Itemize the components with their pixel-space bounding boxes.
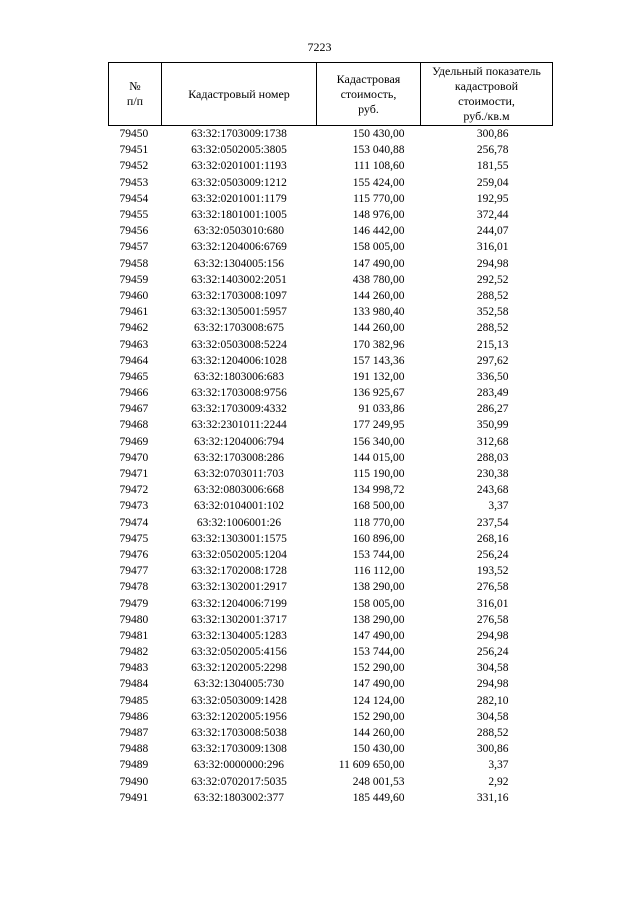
table-row [109,790,553,806]
table-row [109,563,553,579]
specific-index: 350,99 [476,419,509,432]
specific-index: 276,58 [476,613,509,626]
cadastral-number: 63:32:0201001:1193 [191,160,287,173]
cadastral-value: 115 770,00 [353,192,405,205]
specific-index: 300,86 [421,126,553,143]
row-number: 79467 [119,403,149,416]
cadastral-number: 63:32:1204006:7199 [191,597,287,610]
specific-index: 292,52 [476,273,509,286]
header-cadastral-number [162,63,317,126]
cadastral-number: 63:32:1202005:2298 [191,662,287,675]
row-number: 79477 [119,565,149,578]
table-row [109,741,553,757]
header-index-line: стоимости, [458,94,515,108]
row-number: 79480 [119,613,149,626]
specific-index: 256,24 [476,548,509,561]
header-index-line: кадастровой [454,79,519,93]
row-number: 79456 [119,225,149,238]
cadastral-number: 63:32:0503009:1428 [191,694,287,707]
row-number: 79459 [119,273,149,286]
cadastral-number: 63:32:1403002:2051 [191,273,287,286]
specific-index: 331,16 [476,791,509,804]
table-row [109,385,553,401]
header-row [109,63,553,126]
specific-index: 230,38 [476,468,509,481]
specific-index: 243,68 [476,484,509,497]
row-number: 79478 [119,581,149,594]
cadastral-number: 63:32:0502005:3805 [191,144,287,157]
cadastral-value: 150 430,00 [317,126,421,143]
table-row [109,320,553,336]
cadastral-number: 63:32:0502005:4156 [191,646,287,659]
header-num-line: № [129,79,141,93]
table-row [109,369,553,385]
cadastral-value: 133 980,40 [352,306,405,319]
header-index-line: руб./кв.м [463,109,510,123]
table-row [109,142,553,158]
specific-index: 372,44 [476,209,509,222]
table-row [109,693,553,709]
cadastral-number: 63:32:1305001:5957 [191,306,287,319]
cadastral-value: 153 744,00 [352,548,405,561]
cadastral-value: 160 896,00 [352,532,405,545]
cadastral-number: 63:32:1803002:377 [193,791,285,804]
header-num [109,63,162,126]
cadastral-number: 63:32:1703009:1738 [162,126,317,143]
cadastral-number: 63:32:0104001:102 [193,500,285,513]
cadastral-number: 63:32:0803006:668 [193,484,285,497]
row-number: 79486 [119,710,149,723]
specific-index: 2,92 [488,775,509,788]
row-number: 79452 [119,160,149,173]
cadastral-number: 63:32:0702017:5035 [191,775,287,788]
cadastral-value: 147 490,00 [352,678,405,691]
row-number: 79488 [119,743,149,756]
table-row [109,207,553,223]
table-row [109,774,553,790]
cadastral-number: 63:32:1703008:286 [193,451,285,464]
row-number: 79461 [119,306,149,319]
header-value-line: стоимость, [340,86,397,101]
specific-index: 237,54 [476,516,509,529]
cadastral-value: 155 424,00 [352,176,405,189]
row-number: 79474 [119,516,149,529]
specific-index: 288,52 [476,727,509,740]
cadastral-number: 63:32:1702008:1728 [191,565,287,578]
cadastral-number: 63:32:1006001:26 [196,516,282,529]
table-row [109,239,553,255]
cadastral-number: 63:32:1204006:6769 [191,241,287,254]
cadastral-number: 63:32:1703008:5038 [191,727,287,740]
cadastral-value: 248 001,53 [352,775,405,788]
row-number: 79460 [119,289,149,302]
header-value-line: руб. [358,101,379,116]
cadastral-number: 63:32:1302001:2917 [191,581,287,594]
cadastral-value: 150 430,00 [352,743,405,756]
cadastral-value: 136 925,67 [352,387,405,400]
cadastral-value: 158 005,00 [352,241,405,254]
row-number: 79487 [119,727,149,740]
row-number: 79484 [119,678,149,691]
row-number: 79453 [119,176,149,189]
row-number: 79489 [119,759,149,772]
cadastral-value: 170 382,96 [352,338,405,351]
table-row [109,498,553,514]
table-row [109,676,553,692]
specific-index: 193,52 [476,565,509,578]
row-number: 79464 [119,354,149,367]
cadastral-value: 147 490,00 [352,629,405,642]
row-number: 79485 [119,694,149,707]
cadastral-value: 191 132,00 [352,370,405,383]
row-number: 79475 [119,532,149,545]
specific-index: 256,78 [476,144,509,157]
table-row [109,612,553,628]
cadastral-value: 144 260,00 [352,322,405,335]
table-header [109,63,553,126]
cadastral-value: 156 340,00 [352,435,405,448]
table-row [109,595,553,611]
cadastral-value: 144 260,00 [352,727,405,740]
specific-index: 312,68 [476,435,509,448]
table-row [109,725,553,741]
specific-index: 3,37 [488,759,509,772]
cadastral-number: 63:32:1304005:1283 [191,629,287,642]
cadastral-value: 153 744,00 [352,646,405,659]
cadastral-number: 63:32:1204006:794 [193,435,285,448]
cadastral-value: 144 260,00 [352,289,405,302]
table-row [109,482,553,498]
specific-index: 316,01 [476,597,509,610]
row-number: 79482 [119,646,149,659]
specific-index: 294,98 [476,257,509,270]
cadastral-number: 63:32:1302001:3717 [191,613,287,626]
row-number: 79473 [119,500,149,513]
specific-index: 294,98 [476,678,509,691]
specific-index: 286,27 [476,403,509,416]
row-number: 79457 [119,241,149,254]
specific-index: 268,16 [476,532,509,545]
specific-index: 288,52 [476,289,509,302]
cadastral-number: 63:32:1703009:1308 [191,743,287,756]
table-row [109,175,553,191]
specific-index: 283,49 [476,387,509,400]
header-specific-index [421,63,553,126]
cadastral-number: 63:32:0503008:5224 [191,338,287,351]
cadastral-number: 63:32:0502005:1204 [191,548,287,561]
cadastral-number: 63:32:2301011:2244 [191,419,287,432]
cadastral-value: 146 442,00 [352,225,405,238]
cadastral-number: 63:32:1703009:4332 [191,403,287,416]
table-row [109,466,553,482]
cadastral-value: 144 015,00 [352,451,405,464]
cadastral-value: 152 290,00 [352,710,405,723]
table-row [109,288,553,304]
cadastral-value: 168 500,00 [352,500,405,513]
row-number: 79491 [119,791,149,804]
table-row [109,628,553,644]
cadastral-number: 63:32:1803006:683 [193,370,285,383]
header-index-line: Удельный показатель [432,64,541,78]
cadastral-number: 63:32:0201001:1179 [191,192,287,205]
table-row [109,450,553,466]
table-row [109,158,553,174]
cadastral-value: 152 290,00 [352,662,405,675]
cadastral-value: 438 780,00 [352,273,405,286]
table-row [109,401,553,417]
table-row [109,223,553,239]
table-row [109,515,553,531]
header-value-line: Кадастровая [336,71,401,86]
cadastral-value: 138 290,00 [352,581,405,594]
table-row [109,272,553,288]
row-number: 79462 [119,322,149,335]
table-row [109,757,553,773]
cadastral-value: 148 976,00 [352,209,405,222]
cadastral-value: 177 249,95 [352,419,405,432]
row-number: 79468 [119,419,149,432]
cadastral-value: 157 143,36 [352,354,405,367]
specific-index: 288,52 [476,322,509,335]
cadastral-number: 63:32:1204006:1028 [191,354,287,367]
cadastral-number: 63:32:1202005:1956 [191,710,287,723]
table-row [109,660,553,676]
table-row [109,579,553,595]
row-number: 79471 [119,468,149,481]
row-number: 79451 [119,144,149,157]
table-row [109,644,553,660]
specific-index: 3,37 [488,500,509,513]
table-row [109,304,553,320]
cadastral-value: 134 998,72 [352,484,405,497]
specific-index: 181,55 [476,160,509,173]
table-row [109,709,553,725]
row-number: 79481 [119,629,149,642]
table-body [109,126,553,806]
row-number: 79490 [119,775,149,788]
row-number: 79466 [119,387,149,400]
table-row [109,547,553,563]
specific-index: 294,98 [476,629,509,642]
row-number: 79470 [119,451,149,464]
specific-index: 304,58 [476,710,509,723]
table-row [109,336,553,352]
specific-index: 256,24 [476,646,509,659]
cadastral-table [108,62,553,806]
cadastral-number: 63:32:0503010:680 [193,225,285,238]
cadastral-value: 158 005,00 [352,597,405,610]
cadastral-number: 63:32:0000000:296 [193,759,285,772]
specific-index: 259,04 [476,176,509,189]
page-number: 7223 [307,40,332,54]
cadastral-number: 63:32:1703008:9756 [191,387,287,400]
row-number: 79479 [119,597,149,610]
cadastral-value: 138 290,00 [352,613,405,626]
table-row [109,417,553,433]
row-number: 79463 [119,338,149,351]
header-cadastral-value [317,63,421,126]
specific-index: 297,62 [476,354,509,367]
specific-index: 316,01 [476,241,509,254]
table-row [109,191,553,207]
row-number: 79458 [119,257,149,270]
table-row [109,353,553,369]
header-num-line: п/п [126,94,144,108]
cadastral-number: 63:32:1703008:675 [193,322,285,335]
cadastral-value: 115 190,00 [353,468,405,481]
specific-index: 288,03 [476,451,509,464]
row-number: 79465 [119,370,149,383]
table-row [109,256,553,272]
row-number: 79469 [119,435,149,448]
specific-index: 276,58 [476,581,509,594]
specific-index: 215,13 [476,338,509,351]
cadastral-number: 63:32:1303001:1575 [191,532,287,545]
cadastral-value: 153 040,88 [352,144,405,157]
table-row [109,126,553,143]
cadastral-value: 124 124,00 [352,694,405,707]
cadastral-number: 63:32:1304005:730 [193,678,285,691]
cadastral-number: 63:32:0703011:703 [194,468,284,481]
cadastral-value: 185 449,60 [352,791,405,804]
cadastral-value: 116 112,00 [353,565,405,578]
cadastral-number: 63:32:1801001:1005 [191,209,287,222]
row-number: 79450 [109,126,162,143]
cadastral-value: 111 108,60 [353,160,405,173]
cadastral-value: 147 490,00 [352,257,405,270]
specific-index: 282,10 [476,694,509,707]
specific-index: 244,07 [476,225,509,238]
cadastral-value: 11 609 650,00 [338,759,405,772]
row-number: 79476 [119,548,149,561]
specific-index: 300,86 [476,743,509,756]
cadastral-number: 63:32:1304005:156 [193,257,285,270]
row-number: 79455 [119,209,149,222]
row-number: 79483 [119,662,149,675]
row-number: 79454 [119,192,149,205]
header-cadastral-number-text: Кадастровый номер [188,86,290,101]
cadastral-value: 118 770,00 [353,516,405,529]
cadastral-number: 63:32:1703008:1097 [191,289,287,302]
cadastral-number: 63:32:0503009:1212 [191,176,287,189]
row-number: 79472 [119,484,149,497]
cadastral-value: 91 033,86 [358,403,405,416]
specific-index: 336,50 [476,370,509,383]
table-row [109,434,553,450]
specific-index: 352,58 [476,306,509,319]
table-row [109,531,553,547]
specific-index: 192,95 [476,192,509,205]
specific-index: 304,58 [476,662,509,675]
